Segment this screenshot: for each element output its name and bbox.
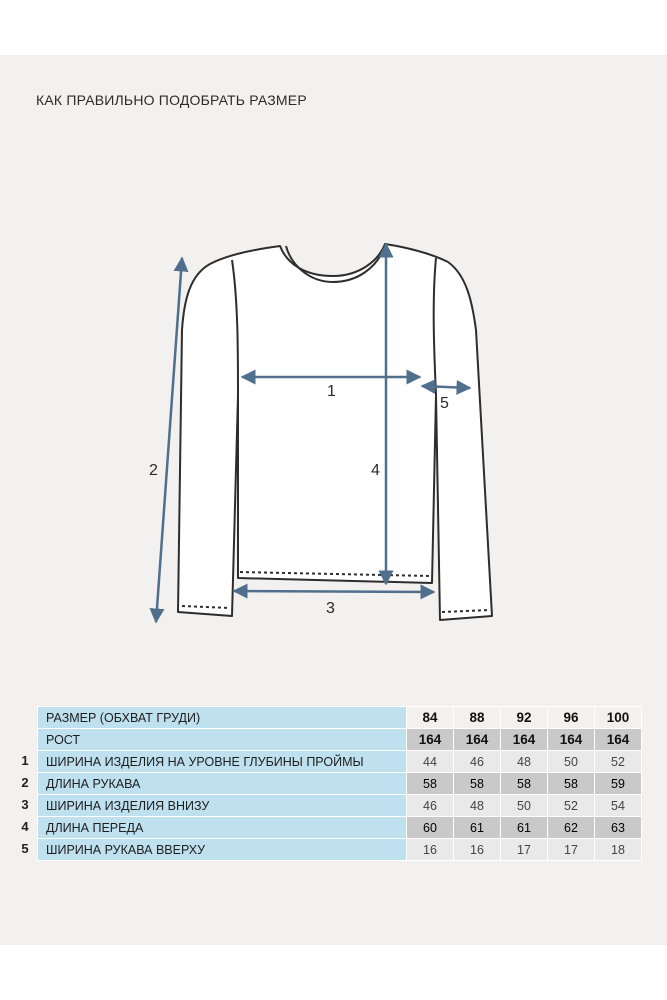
- value-cell: 58: [501, 773, 548, 795]
- table-header-row: [38, 707, 642, 729]
- value-cell: 60: [407, 817, 454, 839]
- table-row: [38, 817, 642, 839]
- marker-3: 3: [326, 600, 335, 617]
- size-cell: 100: [595, 707, 642, 729]
- size-cell: 84: [407, 707, 454, 729]
- marker-5: 5: [440, 395, 449, 412]
- value-cell: 44: [407, 751, 454, 773]
- value-cell: 48: [501, 751, 548, 773]
- value-cell: 52: [548, 795, 595, 817]
- value-cell: 17: [548, 839, 595, 861]
- marker-4: 4: [371, 462, 380, 479]
- value-cell: 164: [548, 729, 595, 751]
- value-cell: 58: [454, 773, 501, 795]
- measure-3-line: [234, 591, 434, 592]
- size-cell: 88: [454, 707, 501, 729]
- value-cell: 54: [595, 795, 642, 817]
- value-cell: 46: [407, 795, 454, 817]
- row-number: 1: [21, 753, 29, 768]
- value-cell: 50: [501, 795, 548, 817]
- size-cell: 96: [548, 707, 595, 729]
- value-cell: 50: [548, 751, 595, 773]
- table-row: [38, 773, 642, 795]
- row-label: ШИРИНА РУКАВА ВВЕРХУ: [38, 839, 407, 861]
- row-number: 4: [21, 819, 29, 834]
- value-cell: 164: [454, 729, 501, 751]
- marker-2: 2: [149, 462, 158, 479]
- value-cell: 18: [595, 839, 642, 861]
- value-cell: 164: [407, 729, 454, 751]
- row-number: 3: [21, 797, 29, 812]
- sweater-outline: [178, 244, 492, 620]
- row-number: 2: [21, 775, 29, 790]
- row-label: ШИРИНА ИЗДЕЛИЯ ВНИЗУ: [38, 795, 407, 817]
- value-cell: 17: [501, 839, 548, 861]
- row-label: ШИРИНА ИЗДЕЛИЯ НА УРОВНЕ ГЛУБИНЫ ПРОЙМЫ: [38, 751, 407, 773]
- page-title: КАК ПРАВИЛЬНО ПОДОБРАТЬ РАЗМЕР: [36, 92, 307, 108]
- table-header-label: РАЗМЕР (ОБХВАТ ГРУДИ): [38, 707, 407, 729]
- row-label: ДЛИНА РУКАВА: [38, 773, 407, 795]
- row-label: РОСТ: [38, 729, 407, 751]
- table-row: [38, 795, 642, 817]
- value-cell: 16: [454, 839, 501, 861]
- value-cell: 52: [595, 751, 642, 773]
- marker-1: 1: [327, 383, 336, 400]
- value-cell: 63: [595, 817, 642, 839]
- value-cell: 61: [454, 817, 501, 839]
- value-cell: 48: [454, 795, 501, 817]
- value-cell: 59: [595, 773, 642, 795]
- value-cell: 164: [595, 729, 642, 751]
- value-cell: 58: [407, 773, 454, 795]
- table-row: [38, 729, 642, 751]
- table-row: [38, 751, 642, 773]
- value-cell: 164: [501, 729, 548, 751]
- value-cell: 16: [407, 839, 454, 861]
- row-number: 5: [21, 841, 29, 856]
- size-cell: 92: [501, 707, 548, 729]
- row-label: ДЛИНА ПЕРЕДА: [38, 817, 407, 839]
- value-cell: 46: [454, 751, 501, 773]
- value-cell: 58: [548, 773, 595, 795]
- table-row: [38, 839, 642, 861]
- size-table: [37, 706, 642, 861]
- value-cell: 61: [501, 817, 548, 839]
- value-cell: 62: [548, 817, 595, 839]
